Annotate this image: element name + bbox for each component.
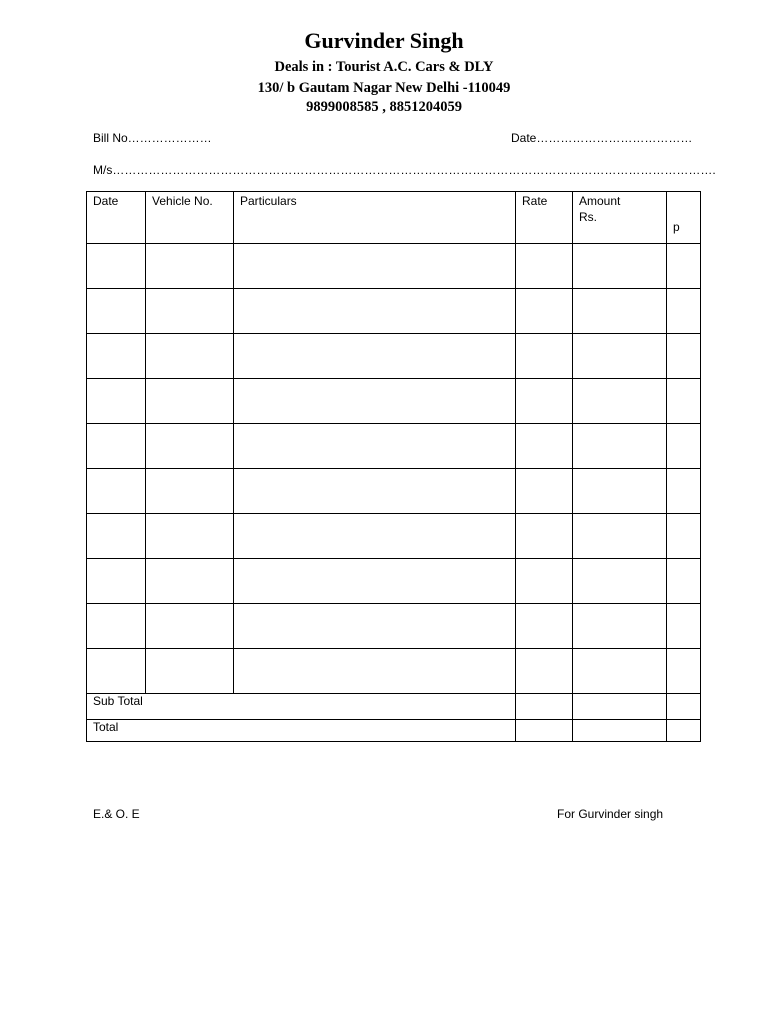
col-header-paise: p [667,192,701,244]
table-row [87,334,701,379]
sub-total-rate-cell[interactable] [516,694,573,720]
col-header-date: Date [87,192,146,244]
cell-particulars[interactable] [234,649,516,694]
cell-particulars[interactable] [234,244,516,289]
cell-amount[interactable] [573,289,667,334]
cell-vehicle-no[interactable] [146,244,234,289]
cell-particulars[interactable] [234,469,516,514]
cell-vehicle-no[interactable] [146,334,234,379]
table-row [87,244,701,289]
cell-paise[interactable] [667,244,701,289]
eoe-note: E.& O. E [93,807,140,821]
cell-particulars[interactable] [234,424,516,469]
sub-total-row [87,694,701,720]
cell-amount[interactable] [573,424,667,469]
cell-amount[interactable] [573,649,667,694]
col-header-amount-label: Amount [579,194,621,208]
table-row [87,424,701,469]
table-header-row [87,192,701,244]
business-phones: 9899008585 , 8851204059 [306,99,462,115]
cell-amount[interactable] [573,559,667,604]
bill-table [86,191,701,742]
business-address: 130/ b Gautam Nagar New Delhi -110049 [257,80,511,96]
cell-vehicle-no[interactable] [146,559,234,604]
cell-rate[interactable] [516,649,573,694]
cell-amount[interactable] [573,244,667,289]
cell-date[interactable] [87,469,146,514]
cell-particulars[interactable] [234,604,516,649]
cell-amount[interactable] [573,469,667,514]
cell-paise[interactable] [667,334,701,379]
sub-total-amount-cell[interactable] [573,694,667,720]
cell-vehicle-no[interactable] [146,469,234,514]
col-header-vehicle-no: Vehicle No. [146,192,234,244]
customer-ms-field[interactable]: M/s……………………………………………………………………………………………………………………………………. [93,163,716,177]
total-rate-cell[interactable] [516,720,573,742]
table-row [87,289,701,334]
cell-rate[interactable] [516,514,573,559]
col-header-particulars: Particulars [234,192,516,244]
cell-rate[interactable] [516,334,573,379]
cell-date[interactable] [87,289,146,334]
cell-rate[interactable] [516,604,573,649]
col-header-rate: Rate [516,192,573,244]
cell-particulars[interactable] [234,559,516,604]
cell-vehicle-no[interactable] [146,604,234,649]
cell-vehicle-no[interactable] [146,379,234,424]
cell-vehicle-no[interactable] [146,649,234,694]
cell-particulars[interactable] [234,514,516,559]
cell-date[interactable] [87,559,146,604]
date-field[interactable]: Date………………………………… [511,131,693,145]
cell-paise[interactable] [667,559,701,604]
cell-particulars[interactable] [234,334,516,379]
sub-total-label: Sub Total [87,694,516,720]
cell-paise[interactable] [667,514,701,559]
total-paise-cell[interactable] [667,720,701,742]
total-label: Total [87,720,516,742]
cell-rate[interactable] [516,469,573,514]
col-header-amount-unit: Rs. [579,210,597,224]
table-row [87,469,701,514]
cell-amount[interactable] [573,379,667,424]
cell-paise[interactable] [667,289,701,334]
cell-amount[interactable] [573,604,667,649]
cell-date[interactable] [87,379,146,424]
cell-paise[interactable] [667,469,701,514]
cell-vehicle-no[interactable] [146,514,234,559]
table-row [87,649,701,694]
cell-paise[interactable] [667,379,701,424]
cell-date[interactable] [87,514,146,559]
bill-no-field[interactable]: Bill No………………… [93,131,212,145]
cell-rate[interactable] [516,559,573,604]
sub-total-paise-cell[interactable] [667,694,701,720]
table-row [87,559,701,604]
total-row [87,720,701,742]
total-amount-cell[interactable] [573,720,667,742]
cell-rate[interactable] [516,244,573,289]
cell-vehicle-no[interactable] [146,424,234,469]
col-header-amount [573,192,667,244]
cell-rate[interactable] [516,424,573,469]
cell-rate[interactable] [516,289,573,334]
cell-date[interactable] [87,604,146,649]
cell-date[interactable] [87,424,146,469]
cell-date[interactable] [87,244,146,289]
cell-date[interactable] [87,334,146,379]
signature-line: For Gurvinder singh [557,807,664,821]
cell-particulars[interactable] [234,379,516,424]
cell-paise[interactable] [667,649,701,694]
cell-amount[interactable] [573,514,667,559]
cell-amount[interactable] [573,334,667,379]
table-row [87,379,701,424]
table-row [87,514,701,559]
business-name: Gurvinder Singh [304,28,464,53]
cell-paise[interactable] [667,424,701,469]
cell-rate[interactable] [516,379,573,424]
cell-particulars[interactable] [234,289,516,334]
cell-vehicle-no[interactable] [146,289,234,334]
cell-date[interactable] [87,649,146,694]
business-deals-in: Deals in : Tourist A.C. Cars & DLY [274,59,494,75]
table-row [87,604,701,649]
cell-paise[interactable] [667,604,701,649]
